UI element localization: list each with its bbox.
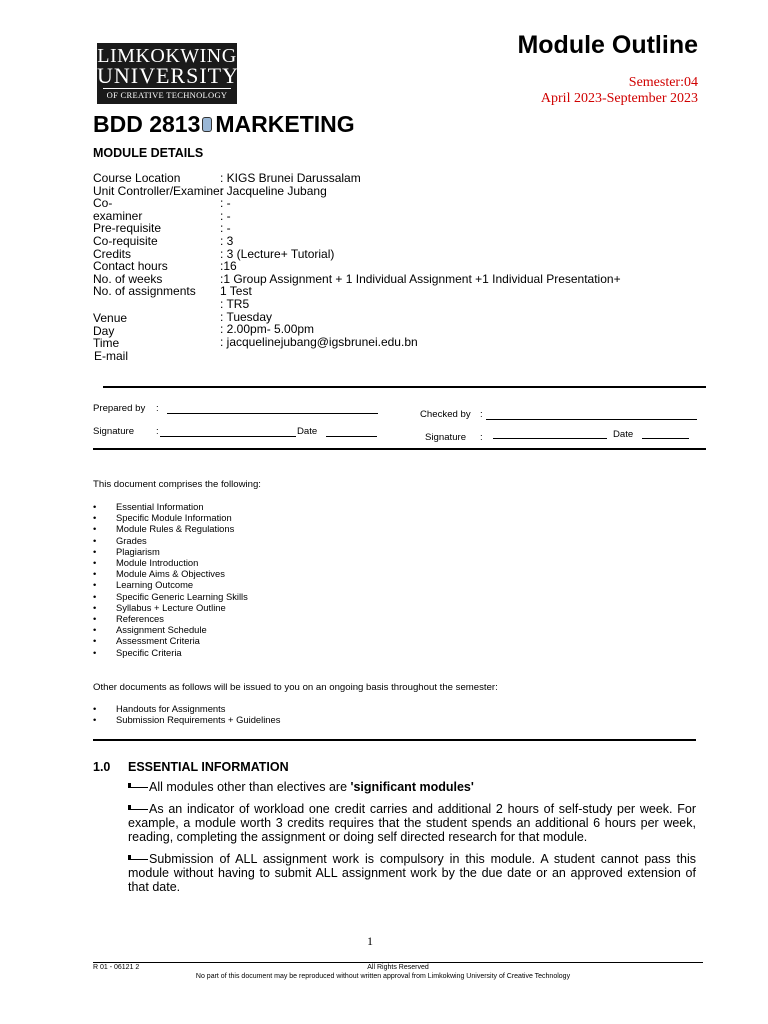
p1-bold: 'significant modules' [350,780,474,794]
page-number: 1 [367,934,373,948]
label-venue: Venue [93,311,128,325]
list-item: • Grades [93,535,248,546]
list-item: • Handouts for Assignments [93,703,280,714]
value-no-of-assignments: 1 Test [220,284,252,299]
value-no-of-weeks: :1 Group Assignment + 1 Individual Assignment +1 Individual Presentation+ [220,271,621,286]
section-rule [93,739,696,741]
prepared-by-field[interactable] [167,413,378,414]
signature-right-field[interactable] [493,438,607,439]
details-values [220,172,621,348]
signature-left-field[interactable] [160,436,296,437]
university-logo [97,43,237,104]
list-item: • Essential Information [93,501,248,512]
p2-text: As an indicator of workload one credit carries and additional 2 hours of self-study per week. For example, a module worth 3 credits requires that the student spends an additional 6 hours per week, reading, completing the assignment or doing self directed research for that module. [128,802,696,845]
signature-left-label: Signature [93,426,135,437]
details-labels-lower [93,312,128,362]
module-title [93,111,355,138]
list-item: • References [93,613,248,624]
value-day: : Tuesday [220,309,273,324]
footer-rights: All Rights Reserved [367,964,429,971]
value-contact-hours: :16 [220,259,237,274]
p3-text: Submission of ALL assignment work is compulsory in this module. A student cannot pass this module without having to submit ALL assignment work by the due date or an approved extension of that date. [128,852,696,895]
semester-info [541,75,698,107]
value-email: : jacquelinejubang@igsbrunei.edu.bn [220,334,418,349]
label-examiner: examiner [93,208,143,223]
label-contact-hours: Contact hours [93,259,168,274]
date-left-label: Date [297,426,318,437]
list-item: • Specific Generic Learning Skills [93,591,248,602]
checked-by-label: Checked by [420,409,471,420]
date-right-field[interactable] [642,438,689,439]
semester: Semester:04 [628,75,698,90]
essential-heading: ESSENTIAL INFORMATION [128,760,289,774]
list-item: • Learning Outcome [93,579,248,590]
checked-by-colon: : [480,409,483,420]
prepared-by-colon: : [156,403,159,414]
checked-by-field[interactable] [486,419,697,420]
label-no-of-assignments: No. of assignments [93,284,196,299]
logo-line-1: LIMKOKWING [97,45,237,67]
module-code: BDD 2813 [93,111,201,137]
value-course-location: : KIGS Brunei Darussalam [220,171,361,185]
value-co-requisite: : 3 [220,233,234,248]
logo-line-3: OF CREATIVE TECHNOLOGY [106,90,228,100]
list-item: • Specific Module Information [93,512,248,523]
signature-right-colon: : [480,432,483,443]
footer-ref: R 01 - 06121 2 [93,964,140,971]
signature-left-colon: : [156,426,159,437]
footer-notice: No part of this document may be reproduced without written approval from Limkokwing University of Creative Technology [195,973,571,980]
essential-paragraph-2 [128,802,696,845]
date-right-label: Date [613,429,634,440]
list-item: • Module Introduction [93,557,248,568]
details-labels [93,172,224,298]
signature-right-label: Signature [425,432,467,443]
bullet-marker-icon [128,781,148,788]
label-unit-controller: Unit Controller/Examiner [93,183,224,198]
bullet-marker-icon [128,803,148,810]
value-pre-requisite: : - [220,221,231,236]
label-day: Day [93,323,115,338]
list-item: • Assignment Schedule [93,624,248,635]
date-left-field[interactable] [326,436,377,437]
label-co: Co- [93,196,113,211]
essential-paragraph-3 [128,852,696,895]
label-pre-requisite: Pre-requisite [93,221,162,236]
contents-list [93,501,248,658]
other-docs-list [93,703,280,725]
contents-intro: This document comprises the following: [93,479,261,490]
semester-period: April 2023-September 2023 [540,91,698,106]
p1-text: All modules other than electives are [149,780,351,794]
document-title: Module Outline [517,31,698,59]
list-item: • Plagiarism [93,546,248,557]
value-unit-controller: : Jacqueline Jubang [220,183,327,198]
value-examiner: : - [220,208,231,223]
label-time: Time [93,336,120,351]
list-item: • Module Aims & Objectives [93,568,248,579]
label-email: E-mail [94,348,129,363]
signoff-bottom-rule [93,448,706,450]
label-course-location: Course Location [93,171,181,185]
list-item: • Assessment Criteria [93,635,248,646]
essential-paragraph-1 [128,780,696,794]
footer-rule [93,962,703,963]
prepared-by-label: Prepared by [93,403,146,414]
module-name: MARKETING [215,111,355,137]
value-time: : 2.00pm- 5.00pm [220,322,315,337]
bullet-marker-icon [128,853,148,860]
bullet-glyph-icon [202,117,212,132]
label-no-of-weeks: No. of weeks [93,271,163,286]
value-venue: : TR5 [220,296,250,311]
value-credits: : 3 (Lecture+ Tutorial) [220,246,335,261]
label-co-requisite: Co-requisite [93,233,158,248]
list-item: • Specific Criteria [93,647,248,658]
list-item: • Syllabus + Lecture Outline [93,602,248,613]
list-item: • Submission Requirements + Guidelines [93,714,280,725]
other-docs-intro: Other documents as follows will be issued to you on an ongoing basis throughout the semester: [93,682,498,693]
section-number: 1.0 [93,760,111,774]
label-credits: Credits [93,246,132,261]
module-details-heading: MODULE DETAILS [93,146,204,160]
signoff-top-rule [103,386,706,388]
value-co-examiner: : - [220,196,231,211]
logo-line-2: UNIVERSITY [97,63,239,88]
list-item: • Module Rules & Regulations [93,523,248,534]
